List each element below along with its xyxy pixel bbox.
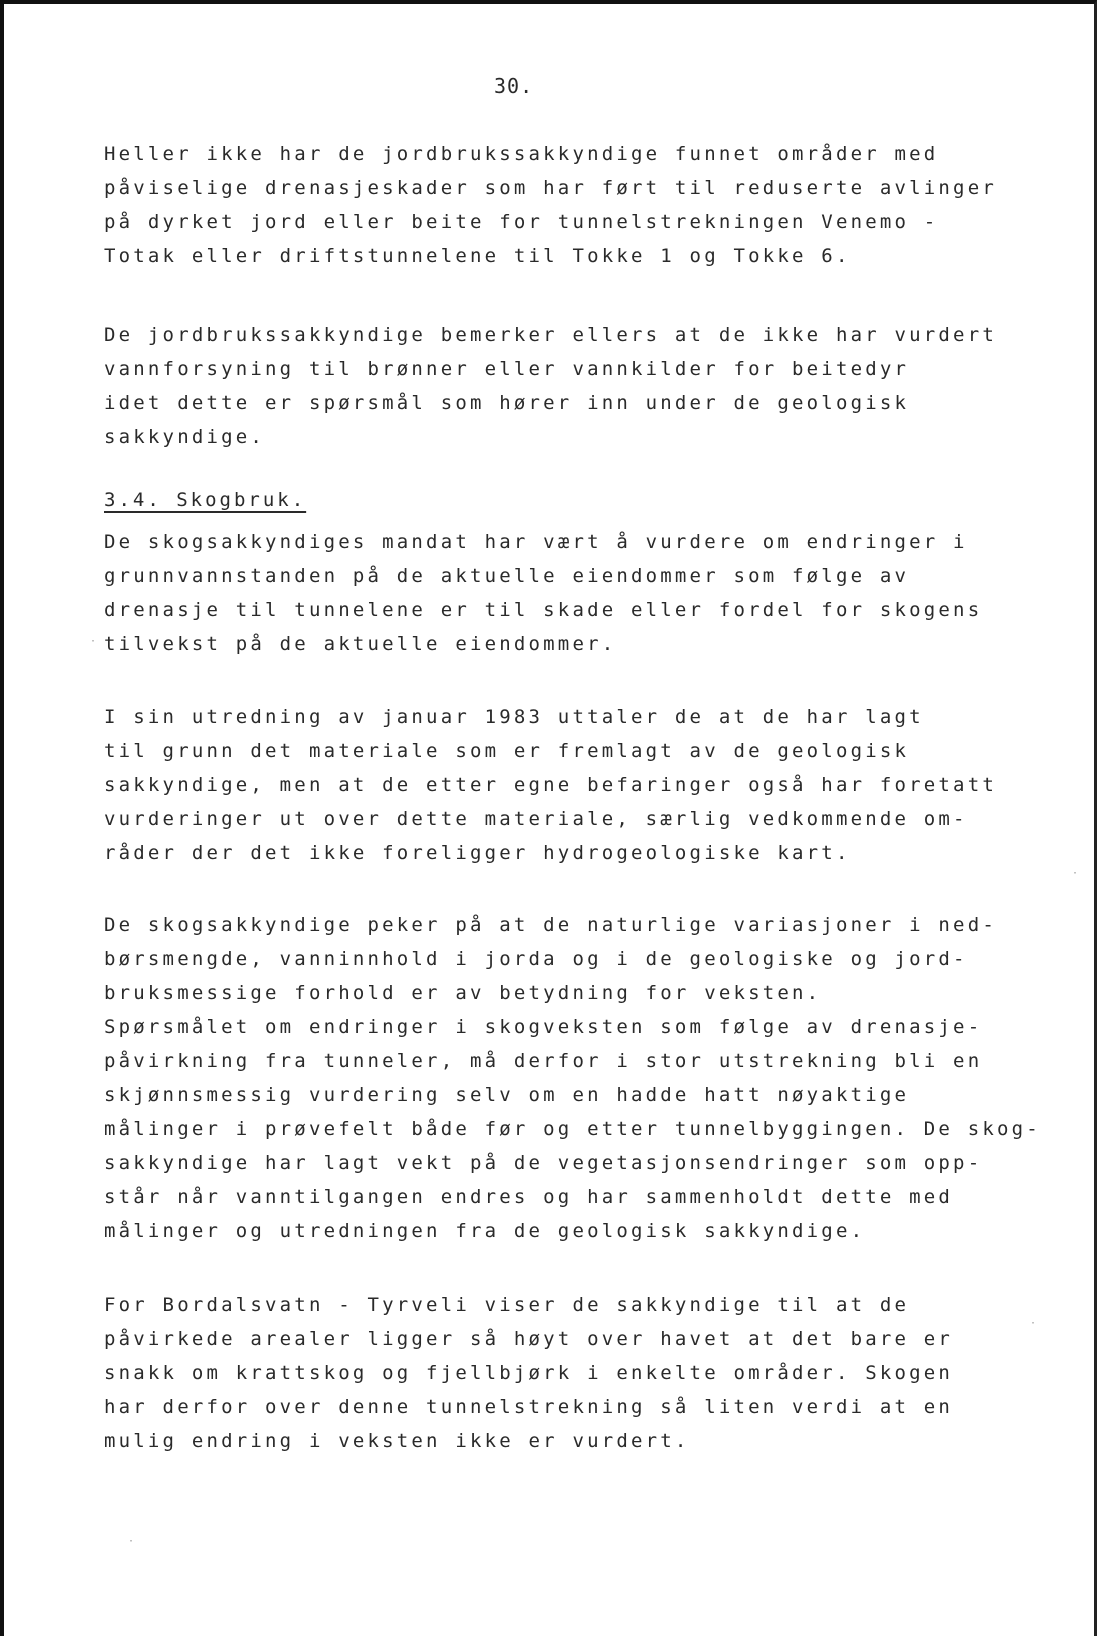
text-line: tilvekst på de aktuelle eiendommer. — [104, 633, 617, 655]
paragraph-report-1983 — [104, 700, 1004, 870]
paragraph-forestry-mandate — [104, 525, 1004, 661]
text-line: De jordbrukssakkyndige bemerker ellers at de ikke har vurdert — [104, 324, 997, 346]
text-line: sakkyndige har lagt vekt på de vegetasjonsendringer som opp- — [104, 1152, 983, 1174]
paragraph-bordalsvatn — [104, 1288, 1004, 1458]
text-line: råder der det ikke foreligger hydrogeologiske kart. — [104, 842, 851, 864]
text-line: De skogsakkyndige peker på at de naturlige variasjoner i ned- — [104, 914, 997, 936]
paragraph-drainage-damage — [104, 137, 1004, 273]
text-line: Totak eller driftstunnelene til Tokke 1 og Tokke 6. — [104, 245, 851, 267]
paragraph-water-supply — [104, 318, 1004, 454]
text-line: bruksmessige forhold er av betydning for veksten. — [104, 982, 822, 1004]
text-line: drenasje til tunnelene er til skade eller fordel for skogens — [104, 599, 983, 621]
scan-speck: · — [1030, 1318, 1037, 1329]
text-line: står når vanntilgangen endres og har sammenholdt dette med — [104, 1186, 954, 1208]
text-line: børsmengde, vanninnhold i jorda og i de geologiske og jord- — [104, 948, 968, 970]
text-line: De skogsakkyndiges mandat har vært å vurdere om endringer i — [104, 531, 968, 553]
text-line: har derfor over denne tunnelstrekning så liten verdi at en — [104, 1396, 954, 1418]
section-heading: 3.4. Skogbruk. — [104, 489, 307, 511]
text-line: For Bordalsvatn - Tyrveli viser de sakkyndige til at de — [104, 1294, 910, 1316]
text-line: vannforsyning til brønner eller vannkilder for beitedyr — [104, 358, 910, 380]
text-line: grunnvannstanden på de aktuelle eiendommer som følge av — [104, 565, 910, 587]
text-line: I sin utredning av januar 1983 uttaler de at de har lagt — [104, 706, 924, 728]
text-line: skjønnsmessig vurdering selv om en hadde hatt nøyaktige — [104, 1084, 910, 1106]
page-number: 30. — [494, 74, 534, 98]
text-line: sakkyndige, men at de etter egne befaringer også har foretatt — [104, 774, 997, 796]
text-line: sakkyndige. — [104, 426, 266, 448]
text-line: idet dette er spørsmål som hører inn under de geologisk — [104, 392, 910, 414]
text-line: påvirkning fra tunneler, må derfor i stor utstrekning bli en — [104, 1050, 983, 1072]
scan-speck: · — [90, 636, 97, 647]
text-line: mulig endring i veksten ikke er vurdert. — [104, 1430, 690, 1452]
text-line: vurderinger ut over dette materiale, særlig vedkommende om- — [104, 808, 968, 830]
text-line: Spørsmålet om endringer i skogveksten som følge av drenasje- — [104, 1016, 983, 1038]
scan-speck: · — [1072, 868, 1079, 879]
text-line: på dyrket jord eller beite for tunnelstrekningen Venemo - — [104, 211, 939, 233]
text-line: målinger i prøvefelt både før og etter tunnelbyggingen. De skog- — [104, 1118, 1041, 1140]
text-line: påvirkede arealer ligger så høyt over havet at det bare er — [104, 1328, 954, 1350]
text-line: til grunn det materiale som er fremlagt av de geologisk — [104, 740, 910, 762]
text-line: påviselige drenasjeskader som har ført til reduserte avlinger — [104, 177, 997, 199]
text-line: målinger og utredningen fra de geologisk sakkyndige. — [104, 1220, 866, 1242]
text-line: Heller ikke har de jordbrukssakkyndige funnet områder med — [104, 143, 939, 165]
text-line: snakk om krattskog og fjellbjørk i enkelte områder. Skogen — [104, 1362, 954, 1384]
scan-speck: · — [128, 1536, 135, 1547]
paragraph-natural-variation — [104, 908, 1041, 1248]
